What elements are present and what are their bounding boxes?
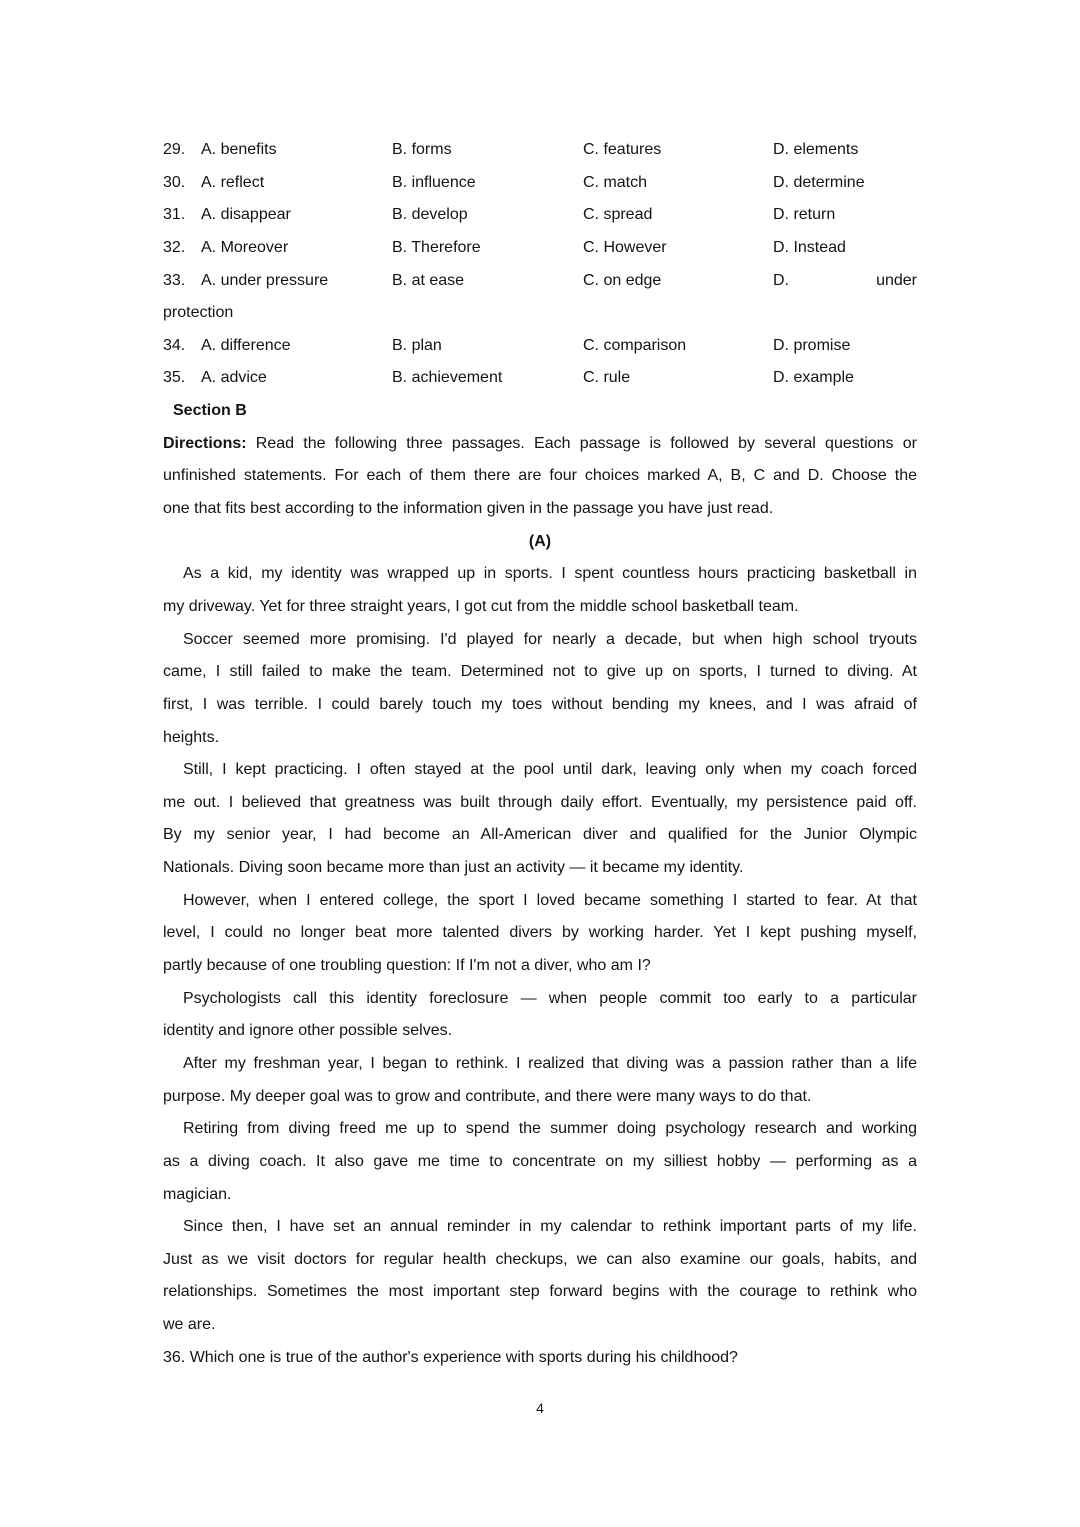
directions-text: Read the following three passages. Each passage is followed by several questions or — [255, 434, 917, 452]
paragraph-line: By my senior year, I had become an All-American diver and qualified for the Junior Olympic — [163, 826, 917, 844]
option-d-letter: D. — [773, 271, 789, 289]
paragraph-line: level, I could no longer beat more talented divers by working harder. Yet I kept pushing myself, — [163, 924, 917, 942]
question-36: 36. Which one is true of the author's experience with sports during his childhood? — [163, 1348, 738, 1366]
paragraph-line: partly because of one troubling question: If I'm not a diver, who am I? — [163, 957, 651, 975]
option-d: D. Instead — [773, 238, 846, 256]
option-b: B. develop — [392, 206, 468, 224]
option-row — [163, 199, 917, 232]
directions-line: one that fits best according to the information given in the passage you have just read. — [163, 500, 774, 518]
option-row — [163, 232, 917, 265]
question-number: 31. — [163, 206, 186, 224]
option-d: D. promise — [773, 336, 851, 354]
paragraph-line: magician. — [163, 1185, 232, 1203]
question-number: 33. — [163, 271, 186, 289]
question-number: 34. — [163, 336, 186, 354]
option-a: A. difference — [201, 336, 291, 354]
option-c: C. comparison — [583, 336, 687, 354]
paragraph-line: Since then, I have set an annual reminder in my calendar to rethink important parts of my life. — [183, 1218, 917, 1236]
paragraph-line: purpose. My deeper goal was to grow and contribute, and there were many ways to do that. — [163, 1087, 812, 1105]
paragraph-line: came, I still failed to make the team. Determined not to give up on sports, I turned to diving. At — [163, 663, 917, 681]
option-a: A. advice — [201, 369, 267, 387]
option-c: C. match — [583, 173, 648, 191]
option-d: D. elements — [773, 141, 859, 158]
option-d: D. example — [773, 369, 854, 387]
option-d-text-start: under — [876, 271, 917, 289]
option-d — [773, 265, 917, 298]
question-number: 35. — [163, 369, 186, 387]
exam-page-content — [163, 134, 917, 1374]
directions-line: unfinished statements. For each of them there are four choices marked A, B, C and D. Choose the — [163, 467, 917, 485]
question-number: 29. — [163, 141, 186, 158]
option-a: A. Moreover — [201, 238, 289, 256]
option-row — [163, 265, 917, 298]
directions-label: Directions: — [163, 434, 247, 452]
paragraph-line: Soccer seemed more promising. I'd played for nearly a decade, but when high school tryouts — [183, 630, 917, 648]
paragraph-line: Retiring from diving freed me up to spend the summer doing psychology research and working — [183, 1120, 917, 1138]
option-row — [163, 167, 917, 200]
paragraph-line: relationships. Sometimes the most important step forward begins with the courage to rethink who — [163, 1283, 917, 1301]
paragraph-line: me out. I believed that greatness was built through daily effort. Eventually, my persistence paid off. — [163, 793, 917, 811]
paragraph-line: we are. — [163, 1316, 216, 1334]
option-row — [163, 134, 917, 167]
paragraph-line: Nationals. Diving soon became more than just an activity — it became my identity. — [163, 859, 744, 877]
passage-label: (A) — [528, 532, 552, 550]
option-row — [163, 362, 917, 395]
directions-line — [163, 428, 917, 461]
paragraph-line: Just as we visit doctors for regular health checkups, we can also examine our goals, habits, and — [163, 1250, 917, 1268]
option-c: C. rule — [583, 369, 631, 387]
question-number: 30. — [163, 173, 186, 191]
option-a: A. benefits — [201, 141, 277, 158]
option-b: B. forms — [392, 141, 452, 158]
option-b: B. Therefore — [392, 238, 481, 256]
option-d: D. determine — [773, 173, 865, 191]
paragraph-line: However, when I entered college, the sport I loved became something I started to fear. At that — [183, 891, 917, 909]
option-b: B. at ease — [392, 271, 465, 289]
paragraph-line: heights. — [163, 728, 220, 746]
option-b: B. achievement — [392, 369, 503, 387]
section-heading: Section B — [173, 402, 247, 420]
option-a: A. under pressure — [201, 271, 329, 289]
option-row — [163, 330, 917, 363]
paragraph-line: first, I was terrible. I could barely touch my toes without bending my knees, and I was afraid of — [163, 695, 917, 713]
option-b: B. influence — [392, 173, 476, 191]
question-number: 32. — [163, 238, 186, 256]
paragraph-line: As a kid, my identity was wrapped up in sports. I spent countless hours practicing basketball in — [183, 565, 917, 583]
option-a: A. reflect — [201, 173, 265, 191]
paragraph-line: Still, I kept practicing. I often stayed at the pool until dark, leaving only when my coach forced — [183, 761, 917, 779]
paragraph-line: as a diving coach. It also gave me time to concentrate on my silliest hobby — performing as a — [163, 1152, 917, 1170]
paragraph-line: Psychologists call this identity foreclosure — when people commit too early to a particular — [183, 989, 917, 1007]
option-c: C. features — [583, 141, 662, 158]
option-d: D. return — [773, 206, 836, 224]
option-b: B. plan — [392, 336, 442, 354]
option-c: C. on edge — [583, 271, 662, 289]
option-d-continuation: protection — [163, 304, 234, 322]
page-number: 4 — [536, 1400, 544, 1416]
option-c: C. However — [583, 238, 667, 256]
option-c: C. spread — [583, 206, 653, 224]
option-a: A. disappear — [201, 206, 291, 224]
paragraph-line: my driveway. Yet for three straight years, I got cut from the middle school basketball team. — [163, 597, 799, 615]
paragraph-line: identity and ignore other possible selves. — [163, 1022, 453, 1040]
paragraph-line: After my freshman year, I began to rethink. I realized that diving was a passion rather than a life — [183, 1054, 917, 1072]
